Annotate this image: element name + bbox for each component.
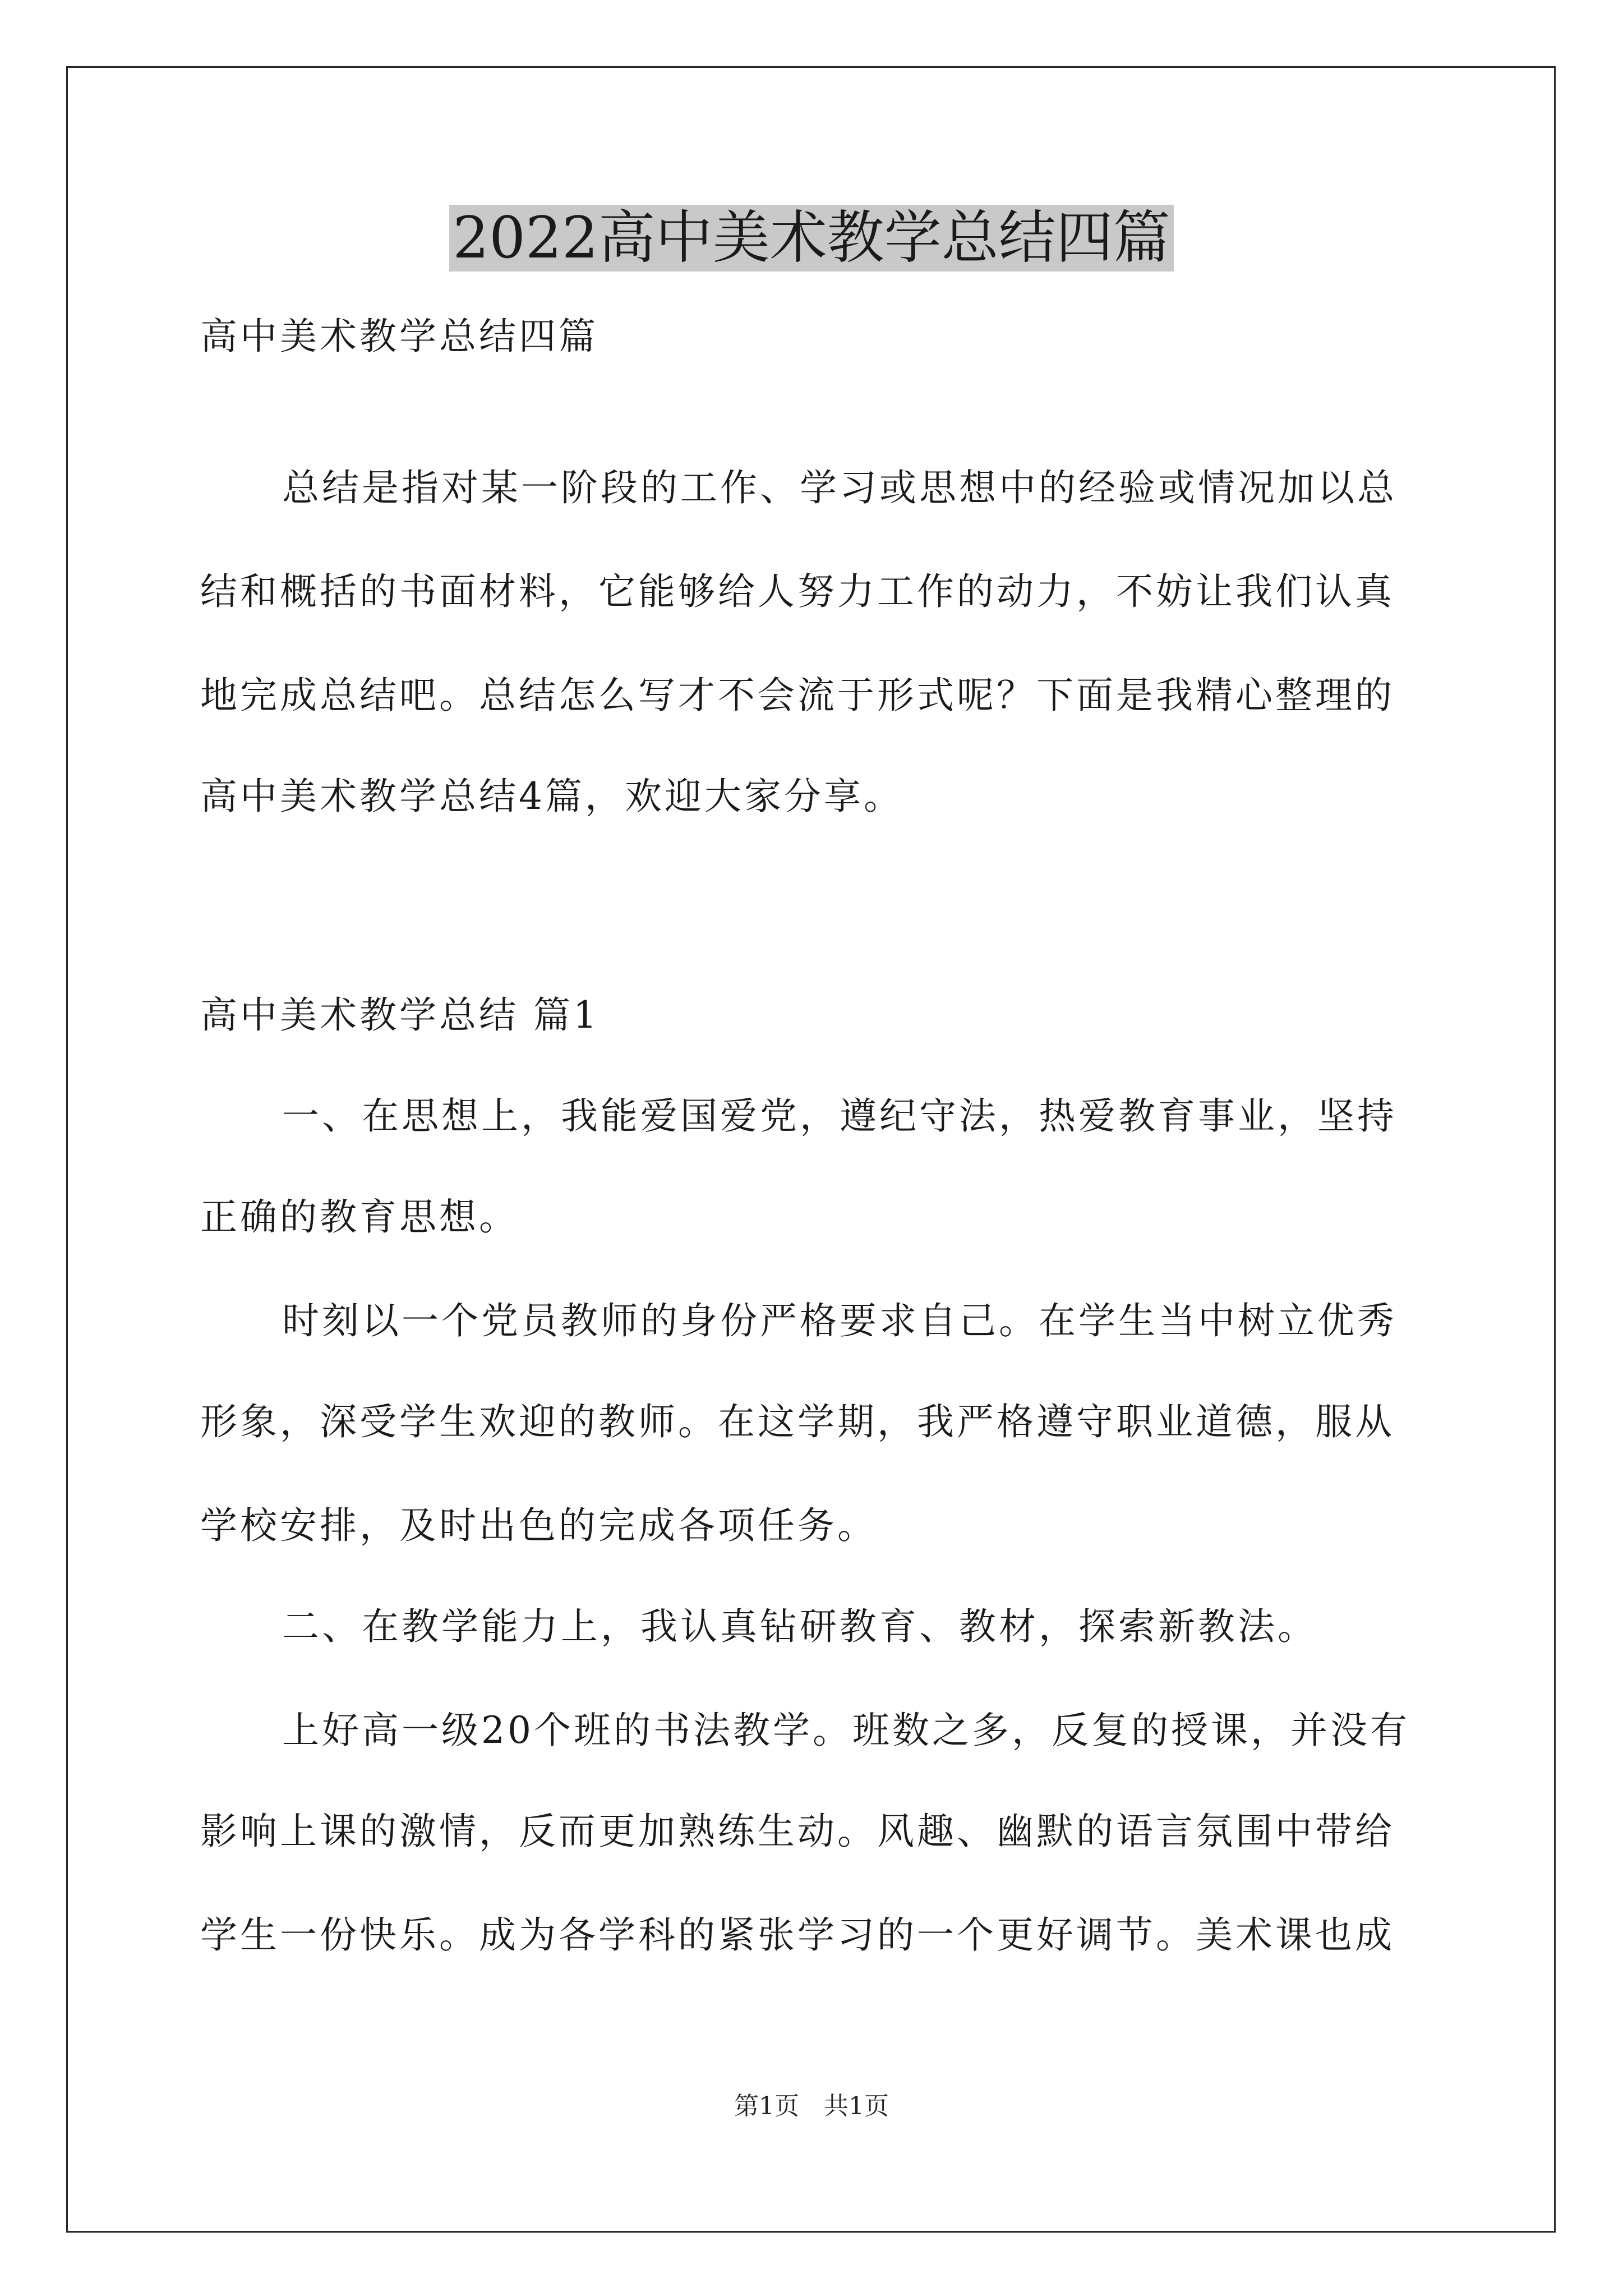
section-heading: 高中美术教学总结 篇1 <box>200 993 600 1037</box>
paragraph-line: 地完成总结吧。总结怎么写才不会流于形式呢？下面是我精心整理的 <box>200 674 1395 717</box>
paragraph-line: 时刻以一个党员教师的身份严格要求自己。在学生当中树立优秀 <box>282 1299 1397 1342</box>
document-title <box>0 199 1623 278</box>
intro-heading: 高中美术教学总结四篇 <box>200 315 598 358</box>
paragraph-line: 上好高一级20个班的书法教学。班数之多，反复的授课，并没有 <box>282 1709 1410 1752</box>
paragraph-line: 形象，深受学生欢迎的教师。在这学期，我严格遵守职业道德，服从 <box>200 1400 1395 1443</box>
document-title-text: 2022高中美术教学总结四篇 <box>449 205 1174 272</box>
paragraph-line: 总结是指对某一阶段的工作、学习或思想中的经验或情况加以总 <box>282 466 1397 509</box>
paragraph-line: 学校安排，及时出色的完成各项任务。 <box>200 1504 877 1547</box>
paragraph-line: 影响上课的激情，反而更加熟练生动。风趣、幽默的语言氛围中带给 <box>200 1810 1395 1853</box>
page-border <box>66 66 1556 2233</box>
paragraph-line: 二、在教学能力上，我认真钻研教育、教材，探索新教法。 <box>282 1605 1317 1648</box>
paragraph-line: 一、在思想上，我能爱国爱党，遵纪守法，热爱教育事业，坚持 <box>282 1094 1397 1138</box>
page-number-footer: 第1页 共1页 <box>734 2092 889 2120</box>
paragraph-line: 高中美术教学总结4篇，欢迎大家分享。 <box>200 775 903 818</box>
paragraph-line: 结和概括的书面材料，它能够给人努力工作的动力，不妨让我们认真 <box>200 570 1395 613</box>
paragraph-line: 学生一份快乐。成为各学科的紧张学习的一个更好调节。美术课也成 <box>200 1913 1395 1957</box>
paragraph-line: 正确的教育思想。 <box>200 1195 519 1239</box>
